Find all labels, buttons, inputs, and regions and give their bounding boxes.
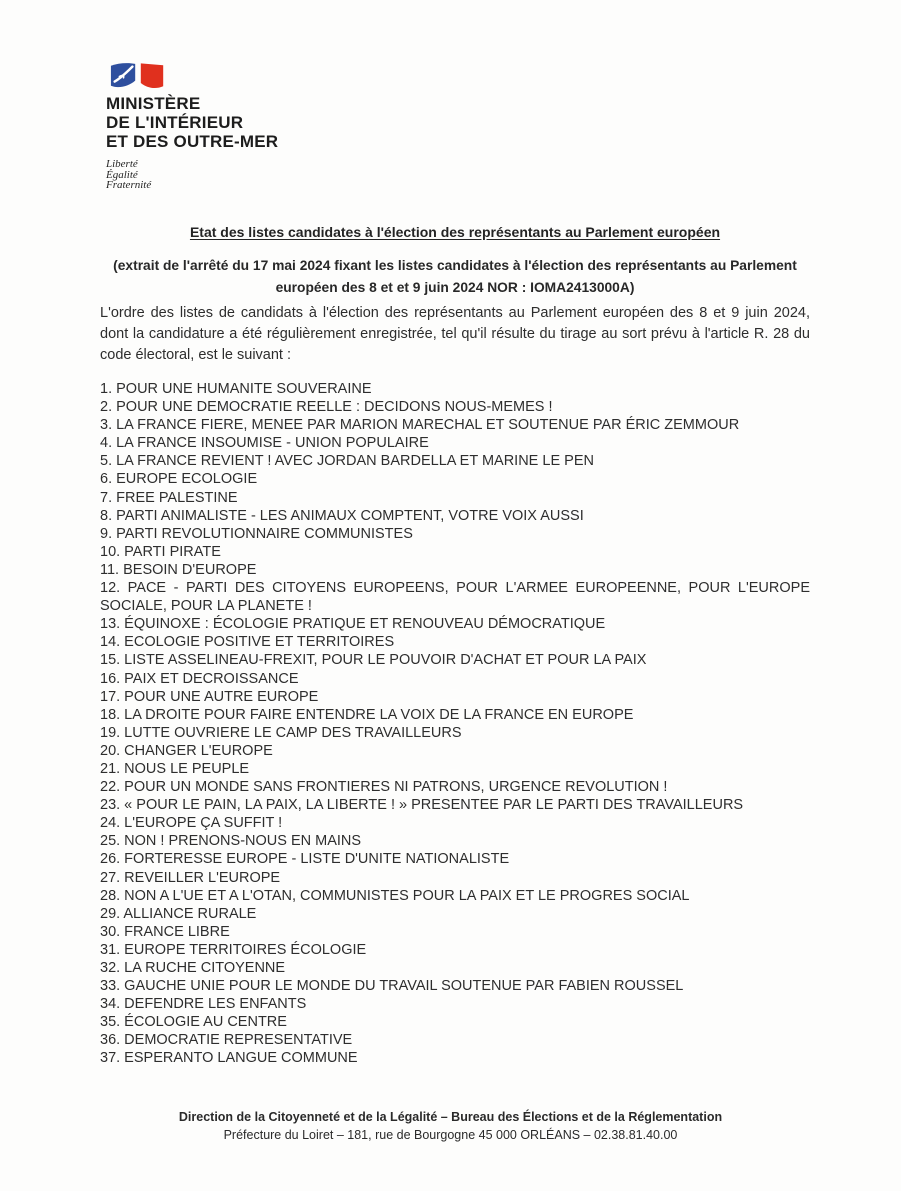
document-subtitle: (extrait de l'arrêté du 17 mai 2024 fixant les listes candidates à l'élection des représentants au Parlement européen des 8 et et 9 juin 2024 NOR : IOMA2413000A) xyxy=(113,258,797,295)
document-content xyxy=(100,0,810,1191)
candidate-list-item: 27. REVEILLER L'EUROPE xyxy=(100,869,281,886)
candidate-list-item: 17. POUR UNE AUTRE EUROPE xyxy=(100,688,319,705)
document-title: Etat des listes candidates à l'élection des représentants au Parlement européen xyxy=(189,224,721,240)
candidate-list-item: 13. ÉQUINOXE : ÉCOLOGIE PRATIQUE ET RENOUVEAU DÉMOCRATIQUE xyxy=(100,616,606,633)
motto-line: Fraternité xyxy=(106,179,152,192)
candidate-list-item: 35. ÉCOLOGIE AU CENTRE xyxy=(100,1014,287,1031)
candidate-list-item: 11. BESOIN D'EUROPE xyxy=(100,561,257,578)
candidate-list-item: 31. EUROPE TERRITOIRES ÉCOLOGIE xyxy=(100,941,367,958)
candidate-list-item: 23. « POUR LE PAIN, LA PAIX, LA LIBERTE ! » PRESENTEE PAR LE PARTI DES TRAVAILLEURS xyxy=(100,797,744,814)
candidate-list xyxy=(100,380,810,1068)
candidate-list-item: 10. PARTI PIRATE xyxy=(100,543,221,560)
candidate-list-item: 12. PACE - PARTI DES CITOYENS EUROPEENS, POUR L'ARMEE EUROPEENNE, POUR L'EUROPE SOCIALE, POUR LA PLANETE ! xyxy=(100,580,810,615)
candidate-list-item: 8. PARTI ANIMALISTE - LES ANIMAUX COMPTENT, VOTRE VOIX AUSSI xyxy=(100,507,584,524)
candidate-list-item: 7. FREE PALESTINE xyxy=(100,489,238,506)
motto-line: Égalité xyxy=(106,168,138,181)
candidate-list-item: 33. GAUCHE UNIE POUR LE MONDE DU TRAVAIL SOUTENUE PAR FABIEN ROUSSEL xyxy=(100,978,684,995)
ministry-name-line: MINISTÈRE xyxy=(106,94,201,113)
candidate-list-item: 34. DEFENDRE LES ENFANTS xyxy=(100,996,307,1013)
candidate-list-item: 28. NON A L'UE ET A L'OTAN, COMMUNISTES POUR LA PAIX ET LE PROGRES SOCIAL xyxy=(100,887,690,904)
candidate-list-item: 29. ALLIANCE RURALE xyxy=(100,905,257,922)
candidate-list-item: 25. NON ! PRENONS-NOUS EN MAINS xyxy=(100,833,362,850)
page-footer xyxy=(0,1108,901,1144)
candidate-list-item: 18. LA DROITE POUR FAIRE ENTENDRE LA VOIX DE LA FRANCE EN EUROPE xyxy=(100,706,634,723)
candidate-list-item: 4. LA FRANCE INSOUMISE - UNION POPULAIRE xyxy=(100,435,429,452)
candidate-list-item: 1. POUR UNE HUMANITE SOUVERAINE xyxy=(100,381,372,397)
candidate-list-item: 19. LUTTE OUVRIERE LE CAMP DES TRAVAILLEURS xyxy=(100,724,462,741)
candidate-list-item: 21. NOUS LE PEUPLE xyxy=(100,760,250,777)
candidate-list-item: 16. PAIX ET DECROISSANCE xyxy=(100,670,299,687)
candidate-list-item: 5. LA FRANCE REVIENT ! AVEC JORDAN BARDELLA ET MARINE LE PEN xyxy=(100,453,594,470)
candidate-list-item: 9. PARTI REVOLUTIONNAIRE COMMUNISTES xyxy=(100,525,413,542)
footer-address-line: Préfecture du Loiret – 181, rue de Bourgogne 45 000 ORLÉANS – 02.38.81.40.00 xyxy=(223,1128,678,1142)
candidate-list-item: 30. FRANCE LIBRE xyxy=(100,923,230,940)
candidate-list-item: 6. EUROPE ECOLOGIE xyxy=(100,471,258,488)
candidate-list-item: 14. ECOLOGIE POSITIVE ET TERRITOIRES xyxy=(100,634,395,651)
intro-paragraph: L'ordre des listes de candidats à l'élection des représentants au Parlement européen des 8 et 9 juin 2024, dont la candidature a été régulièrement enregistrée, tel qu'il résulte du tirage au sort prévu à l'article R. 28 du code électoral, est le suivant : xyxy=(100,305,810,363)
candidate-list-item: 15. LISTE ASSELINEAU-FREXIT, POUR LE POUVOIR D'ACHAT ET POUR LA PAIX xyxy=(100,652,647,669)
candidate-list-item: 24. L'EUROPE ÇA SUFFIT ! xyxy=(100,815,283,832)
motto-line: Liberté xyxy=(106,158,138,170)
ministry-name-line: ET DES OUTRE-MER xyxy=(106,132,279,151)
candidate-list-item: 26. FORTERESSE EUROPE - LISTE D'UNITE NATIONALISTE xyxy=(100,851,510,868)
candidate-list-item: 3. LA FRANCE FIERE, MENEE PAR MARION MARECHAL ET SOUTENUE PAR ÉRIC ZEMMOUR xyxy=(100,417,740,434)
candidate-list-item: 2. POUR UNE DEMOCRATIE REELLE : DECIDONS NOUS-MEMES ! xyxy=(100,399,553,416)
candidate-list-item: 22. POUR UN MONDE SANS FRONTIERES NI PATRONS, URGENCE REVOLUTION ! xyxy=(100,779,668,796)
candidate-list-item: 20. CHANGER L'EUROPE xyxy=(100,742,273,759)
candidate-list-item: 32. LA RUCHE CITOYENNE xyxy=(100,960,286,976)
candidate-list-item: 36. DEMOCRATIE REPRESENTATIVE xyxy=(100,1032,353,1049)
ministry-name-line: DE L'INTÉRIEUR xyxy=(106,113,244,132)
candidate-list-item: 37. ESPERANTO LANGUE COMMUNE xyxy=(100,1050,358,1067)
footer-direction-line: Direction de la Citoyenneté et de la Légalité – Bureau des Élections et de la Réglementation xyxy=(178,1110,723,1124)
